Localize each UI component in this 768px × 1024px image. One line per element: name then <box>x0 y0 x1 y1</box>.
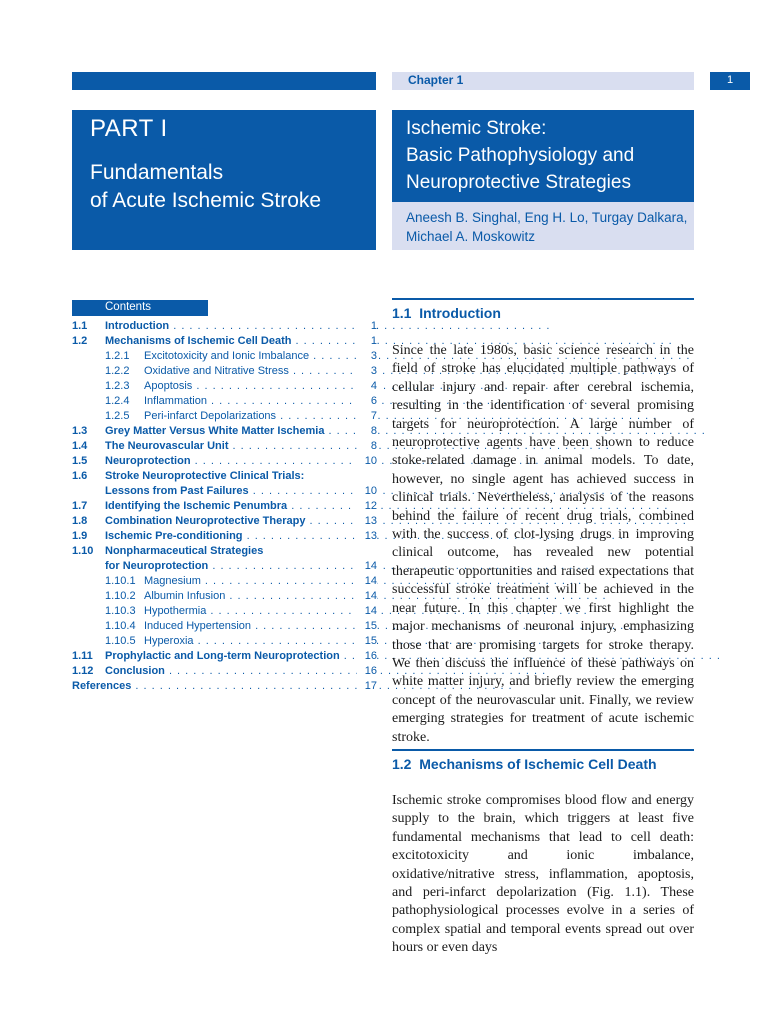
toc-entry-page: 15 <box>357 634 377 649</box>
toc-entry[interactable] <box>72 589 377 604</box>
toc-entry-page: 12 <box>357 499 377 514</box>
toc-entry[interactable] <box>72 379 377 394</box>
chapter-title-box <box>392 110 694 202</box>
toc-entry-title: Magnesium . . . <box>144 574 355 589</box>
toc-entry[interactable] <box>72 364 377 379</box>
toc-entry-title: Neuroprotection . . . <box>105 454 355 469</box>
toc-entry-title: Identifying the Ischemic Penumbra . . . <box>105 499 355 514</box>
toc-entry-title: Combination Neuroprotective Therapy . . . <box>105 514 355 529</box>
chapter-title-line1: Ischemic Stroke: <box>406 118 547 139</box>
toc-entry-title: The Neurovascular Unit . . . <box>105 439 355 454</box>
toc-entry-title: References . . . <box>72 679 355 694</box>
intro-paragraph: Since the late 1980s, basic science research in the field of stroke has elucidated multiple pathways of cellular injury and repair after cerebral ischemia, resulting in the identification of several promising targets for neuroprotection. A large number of neuroprotective agents have been shown to reduce stoke-related damage in animal models. To date, however, no single agent has achieved success in clinical trials. Nevertheless, analysis of the reasons behind the failure of recent drug trials, combined with the success of clot-lysing drugs in improving clinical outcome, has revealed new potential therapeutic opportunities and raised expectations that successful stroke treatment will be achieved in the near future. In this chapter we first highlight the major mechanisms of neuronal injury, emphasizing those that are promising targets for stroke therapy. We then discuss the influence of these pathways on white matter injury, and briefly review the emerging concept of the neurovascular unit. Finally, we review emerging strategies for treatment of acute ischemic stroke. <box>392 343 694 745</box>
toc-entry-number: 1.10.5 <box>105 635 136 647</box>
toc-entry-title: Hypothermia . . . <box>144 604 355 619</box>
toc-entry-title: Excitotoxicity and Ionic Imbalance . . . <box>144 349 355 364</box>
toc-entry-title: Albumin Infusion . . . <box>144 589 355 604</box>
chapter-label: Chapter 1 <box>408 73 464 87</box>
contents-heading: Contents <box>72 300 208 316</box>
authors-box <box>392 202 694 250</box>
toc-entry[interactable] <box>72 604 377 619</box>
toc-entry-page: 16 <box>357 664 377 679</box>
toc-entry-title: Oxidative and Nitrative Stress . . . <box>144 364 355 379</box>
toc-entry-number: 1.3 <box>72 425 88 437</box>
toc-entry-number: 1.10.3 <box>105 605 136 617</box>
toc-entry-page: 3 <box>357 349 377 364</box>
toc-entry-page: 3 <box>357 364 377 379</box>
chapter-title-line2: Basic Pathophysiology and <box>406 145 635 166</box>
toc-entry[interactable] <box>72 679 377 694</box>
toc-entry-number: 1.11 <box>72 650 93 662</box>
toc-entry-page: 10 <box>357 484 377 499</box>
toc-entry-page: 1 <box>357 319 377 334</box>
toc-entry-page: 16 <box>357 649 377 664</box>
toc-entry[interactable] <box>72 529 377 544</box>
toc-entry[interactable] <box>72 499 377 514</box>
toc-entry-title: Stroke Neuroprotective Clinical Trials: <box>105 470 305 482</box>
toc-entry-page: 4 <box>357 379 377 394</box>
section-heading-mechanisms: 1.2 Mechanisms of Ischemic Cell Death <box>392 756 657 772</box>
toc-entry-number: 1.12 <box>72 665 94 677</box>
toc-entry[interactable] <box>72 649 377 664</box>
toc-entry-number: 1.6 <box>72 470 88 482</box>
toc-entry-page: 14 <box>357 604 377 619</box>
toc-entry[interactable] <box>72 484 377 499</box>
page-number: 1 <box>710 72 750 90</box>
contents-list <box>72 319 377 699</box>
mechanisms-paragraph: Ischemic stroke compromises blood flow and energy supply to the brain, which triggers at least five fundamental mechanisms that lead to cell death: excitotoxicity and ionic imbalance, oxidative/nitrative stress, inflammation, apoptosis, and peri-infarct depolarization (Fig. 1.1). These pathophysiological processes evolve in a series of complex spatial and temporal events spread out over hours or even days <box>392 793 694 956</box>
toc-entry-title: Inflammation . . . <box>144 394 355 409</box>
toc-entry-number: 1.10 <box>72 545 94 557</box>
toc-entry-number: 1.1 <box>72 320 88 332</box>
toc-entry-page: 17 <box>357 679 377 694</box>
part-title-line2: of Acute Ischemic Stroke <box>90 189 322 212</box>
section-heading-intro: 1.1 Introduction <box>392 305 501 321</box>
toc-entry-title: Conclusion . . . <box>105 664 355 679</box>
toc-entry-title: Introduction . . . <box>105 319 355 334</box>
toc-entry[interactable] <box>72 424 377 439</box>
authors-line2: Michael A. Moskowitz <box>406 229 536 244</box>
toc-entry[interactable] <box>72 559 377 574</box>
toc-entry-title: Ischemic Pre-conditioning . . . <box>105 529 355 544</box>
toc-entry-number: 1.2.1 <box>105 350 130 362</box>
toc-entry-page: 7 <box>357 409 377 424</box>
toc-entry-page: 13 <box>357 529 377 544</box>
toc-entry[interactable] <box>72 619 377 634</box>
toc-entry-number: 1.9 <box>72 530 88 542</box>
authors-line1: Aneesh B. Singhal, Eng H. Lo, Turgay Dalkara, <box>406 210 688 225</box>
toc-entry-title: Prophylactic and Long-term Neuroprotection . . . <box>105 649 355 664</box>
toc-entry-number: 1.2.4 <box>105 395 130 407</box>
section-rule-1-2 <box>392 749 694 751</box>
toc-entry-page: 15 <box>357 619 377 634</box>
toc-entry[interactable] <box>72 394 377 409</box>
toc-entry[interactable] <box>72 439 377 454</box>
toc-entry[interactable] <box>72 454 377 469</box>
toc-entry-title: Apoptosis . . . <box>144 379 355 394</box>
toc-entry-title: for Neuroprotection . . . <box>105 559 355 574</box>
toc-entry-title: Hyperoxia . . . <box>144 634 355 649</box>
toc-entry-number: 1.2.5 <box>105 410 130 422</box>
toc-entry-page: 14 <box>357 574 377 589</box>
part-box <box>72 110 376 250</box>
toc-entry[interactable] <box>72 319 377 334</box>
toc-entry[interactable] <box>72 514 377 529</box>
toc-entry-title: Peri-infarct Depolarizations . . . <box>144 409 355 424</box>
toc-entry-title: Induced Hypertension . . . <box>144 619 355 634</box>
toc-entry-number: 1.2.3 <box>105 380 130 392</box>
toc-entry-page: 8 <box>357 424 377 439</box>
toc-entry-number: 1.2 <box>72 335 88 347</box>
toc-entry-number: 1.10.1 <box>105 575 136 587</box>
toc-entry-number: 1.10.4 <box>105 620 136 632</box>
toc-entry[interactable] <box>72 664 377 679</box>
toc-entry-title: Nonpharmaceutical Strategies <box>105 545 264 557</box>
toc-entry-number: 1.5 <box>72 455 88 467</box>
toc-entry-number: 1.4 <box>72 440 88 452</box>
toc-entry[interactable] <box>72 334 377 349</box>
toc-entry-page: 13 <box>357 514 377 529</box>
part-title-line1: Fundamentals <box>90 161 224 184</box>
toc-entry[interactable] <box>72 469 377 484</box>
toc-entry-page: 10 <box>357 454 377 469</box>
toc-entry-title: Grey Matter Versus White Matter Ischemia . . . <box>105 424 355 439</box>
toc-entry-page: 8 <box>357 439 377 454</box>
toc-entry-page: 14 <box>357 589 377 604</box>
chapter-title-line3: Neuroprotective Strategies <box>406 172 631 193</box>
toc-entry[interactable] <box>72 574 377 589</box>
part-label: PART I <box>90 115 168 142</box>
toc-entry-page: 1 <box>357 334 377 349</box>
toc-entry[interactable] <box>72 409 377 424</box>
toc-entry-number: 1.10.2 <box>105 590 136 602</box>
toc-entry[interactable] <box>72 634 377 649</box>
toc-entry-title: Lessons from Past Failures . . . <box>105 484 355 499</box>
toc-entry-number: 1.2.2 <box>105 365 130 377</box>
left-header-bar <box>72 72 376 90</box>
toc-entry-page: 6 <box>357 394 377 409</box>
chapter-header-bar <box>392 72 694 90</box>
toc-entry-number: 1.8 <box>72 515 88 527</box>
toc-entry-title: Mechanisms of Ischemic Cell Death . . . <box>105 334 355 349</box>
toc-entry[interactable] <box>72 349 377 364</box>
toc-entry-page: 14 <box>357 559 377 574</box>
toc-entry-number: 1.7 <box>72 500 88 512</box>
section-rule-1-1 <box>392 298 694 300</box>
toc-entry[interactable] <box>72 544 377 559</box>
